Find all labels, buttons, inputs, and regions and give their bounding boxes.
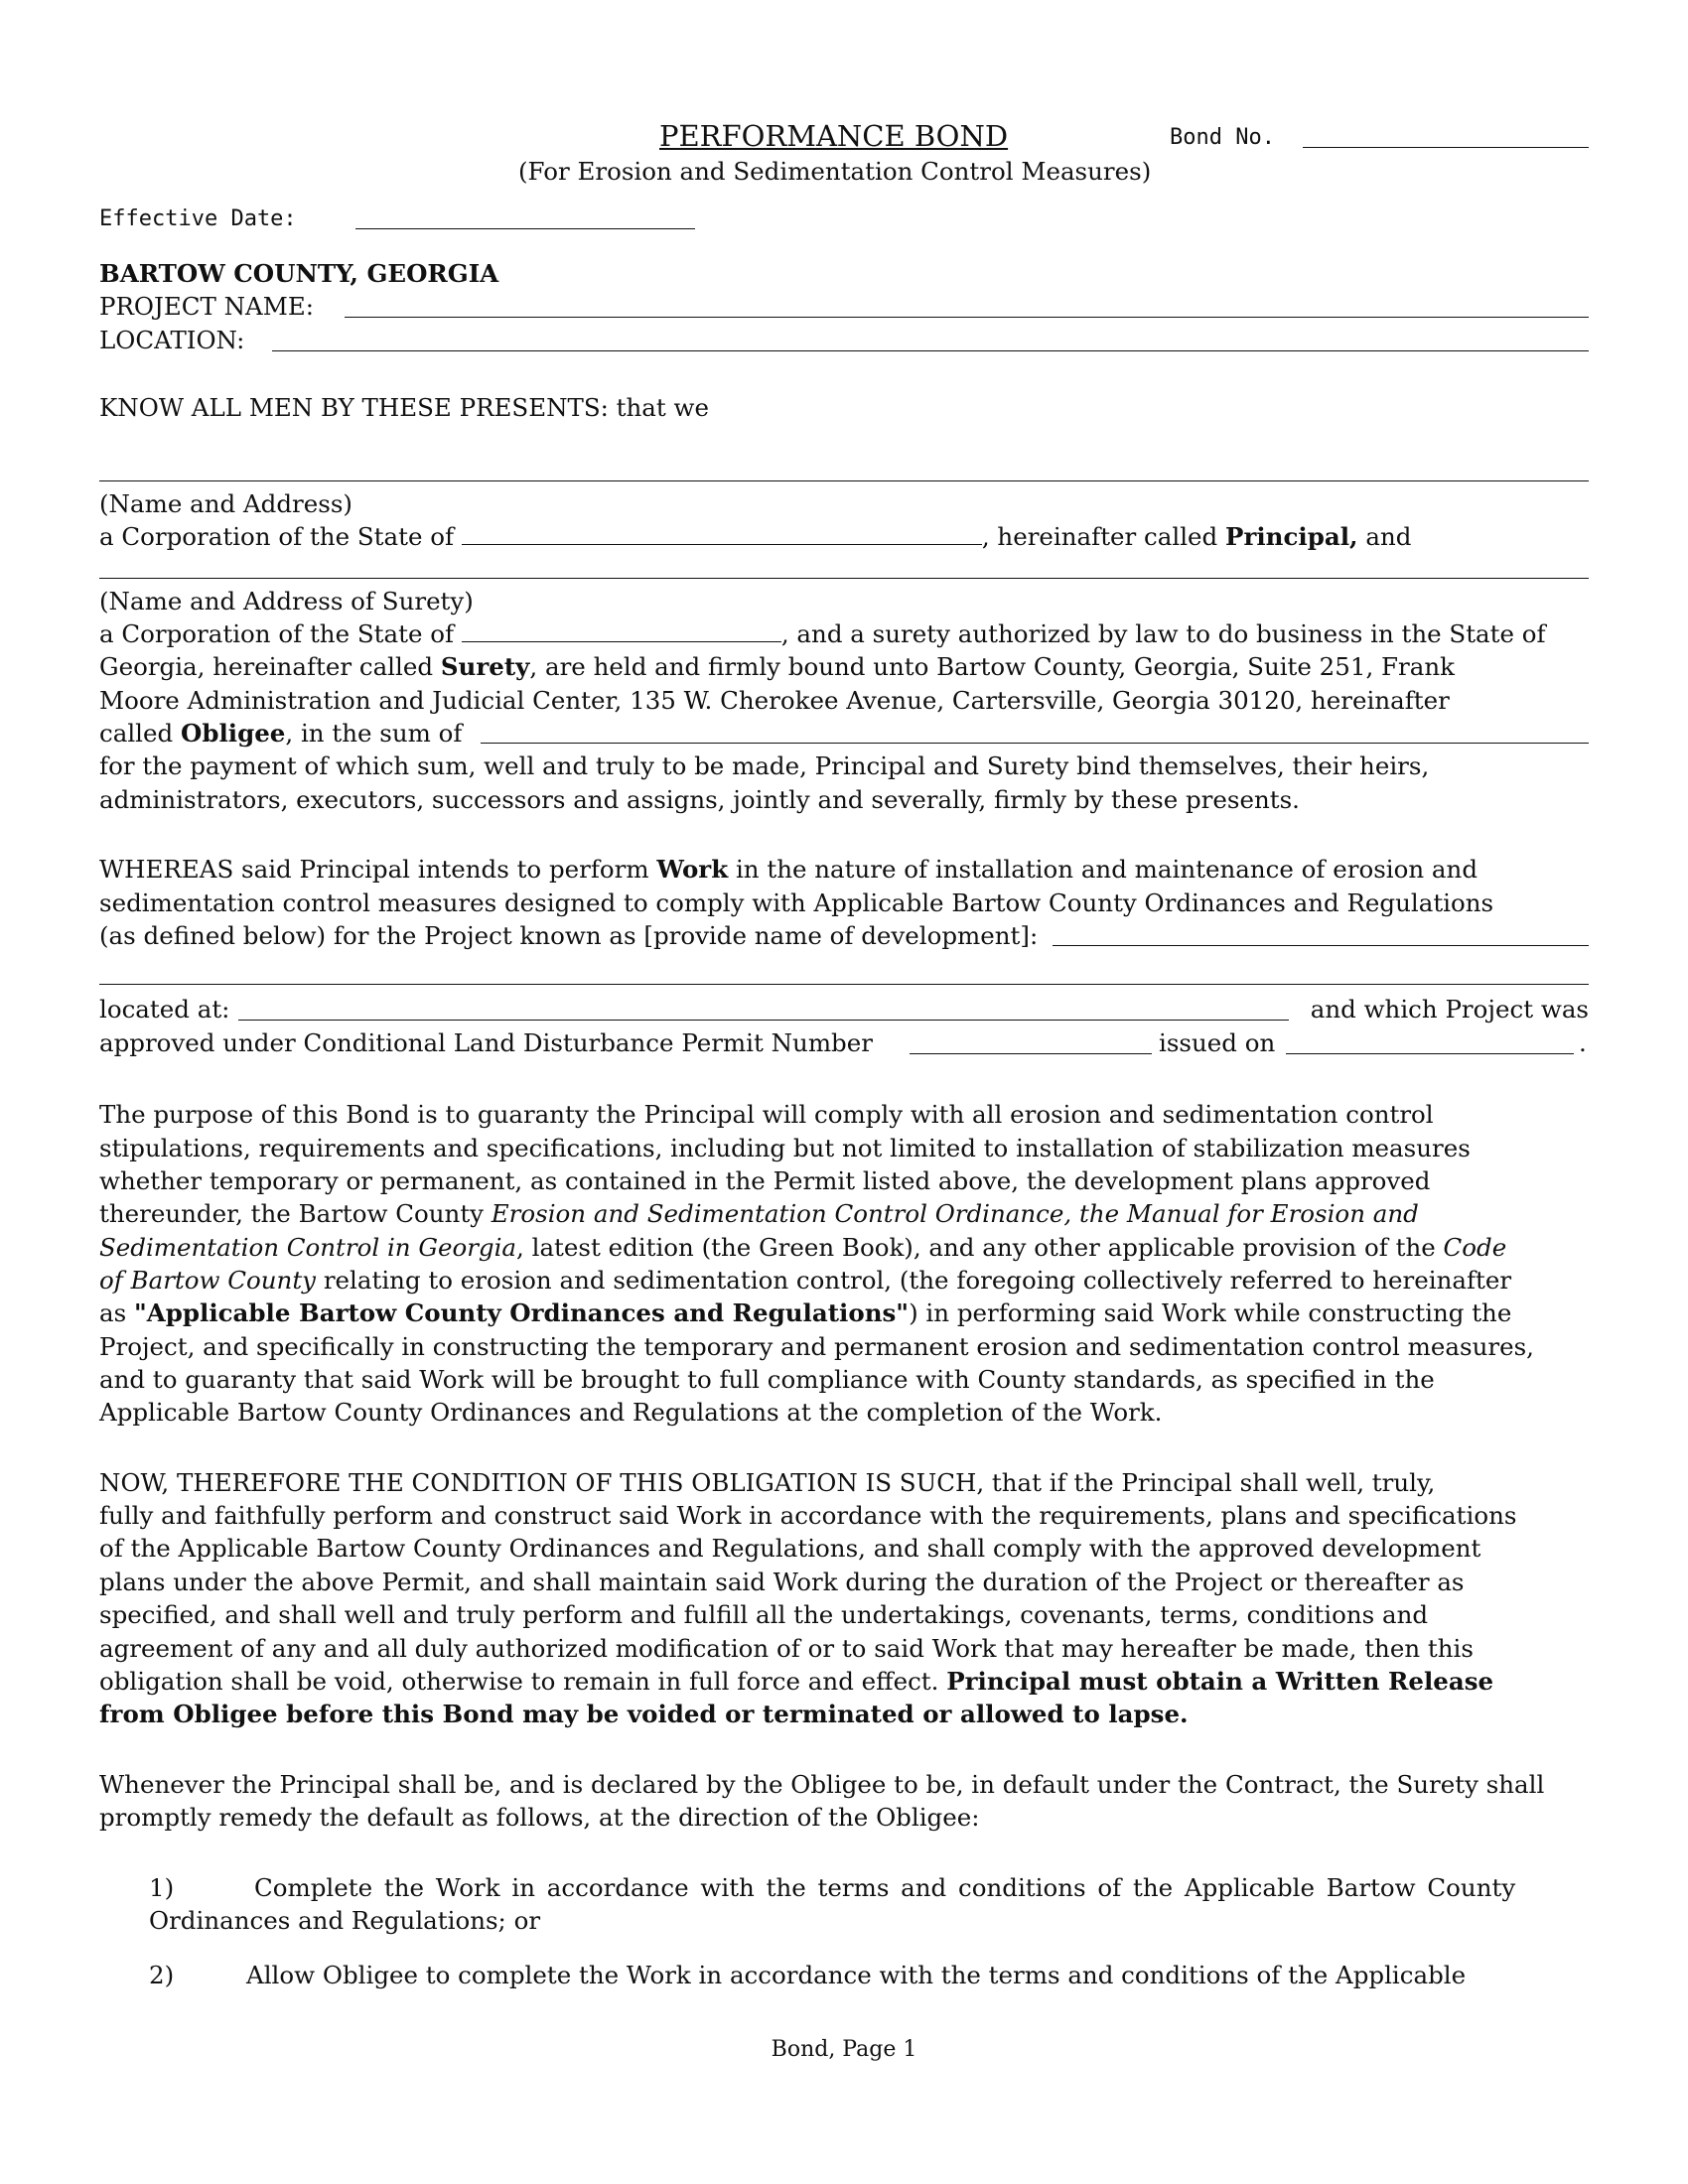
- approved-suffix: and which Project was: [1310, 995, 1589, 1024]
- item-1-number: 1): [149, 1873, 175, 1902]
- ordinance-title: Erosion and Sedimentation Control Ordinance, the Manual for Erosion and: [491, 1199, 1419, 1228]
- principal-corp-line: [99, 520, 1589, 554]
- principal-state-field[interactable]: [462, 520, 982, 545]
- development-name-field[interactable]: [1053, 945, 1589, 946]
- payment-line-1: for the payment of which sum, well and truly to be made, Principal and Surety bind themselves, their heirs,: [99, 751, 1430, 780]
- located-at-label: located at:: [99, 995, 230, 1024]
- and-word: and: [1365, 522, 1412, 551]
- purpose-line-5: [99, 1231, 1589, 1265]
- georgia-called: Georgia, hereinafter called: [99, 652, 434, 681]
- moore-line: Moore Administration and Judicial Center, 135 W. Cherokee Avenue, Cartersville, Georgia 30120, hereinafter: [99, 686, 1450, 715]
- effective-date-field[interactable]: [355, 228, 695, 229]
- corp-state-prefix: a Corporation of the State of: [99, 522, 455, 551]
- whereas-line-1: [99, 853, 1589, 887]
- now-line-4: plans under the above Permit, and shall maintain said Work during the duration of the Project or thereafter as: [99, 1568, 1465, 1596]
- project-name-label: PROJECT NAME:: [99, 292, 314, 321]
- project-name-field[interactable]: [345, 317, 1589, 318]
- location-field[interactable]: [272, 350, 1589, 351]
- purpose-line-7: [99, 1297, 1589, 1330]
- surety-corp-line: [99, 617, 1589, 651]
- page-footer: Bond, Page 1: [771, 2037, 917, 2062]
- issued-period: .: [1579, 1028, 1587, 1057]
- purpose-line-4: [99, 1197, 1589, 1231]
- bond-no-field[interactable]: [1303, 147, 1589, 148]
- now-line-6: agreement of any and all duly authorized modification of or to said Work that may hereafter be made, then this: [99, 1634, 1474, 1663]
- purpose-line-8: Project, and specifically in constructing the temporary and permanent erosion and sedimentation control measures,: [99, 1332, 1534, 1361]
- purpose-line-9: and to guaranty that said Work will be brought to full compliance with County standards, as specified in the: [99, 1365, 1435, 1394]
- permit-number-field[interactable]: [910, 1053, 1152, 1054]
- called-word: called: [99, 719, 174, 748]
- whereas-line-2: sedimentation control measures designed to comply with Applicable Bartow County Ordinances and Regulations: [99, 888, 1494, 917]
- purpose-l7a: as: [99, 1298, 127, 1327]
- location-label: LOCATION:: [99, 326, 245, 354]
- item-1-line-2: Ordinances and Regulations; or: [149, 1906, 541, 1935]
- purpose-l5b: , latest edition (the Green Book), and any other applicable provision of the: [516, 1233, 1436, 1262]
- county-name: BARTOW COUNTY, GEORGIA: [99, 259, 499, 288]
- document-title: PERFORMANCE BOND: [659, 119, 1009, 153]
- default-line-2: promptly remedy the default as follows, at the direction of the Obligee:: [99, 1803, 980, 1832]
- purpose-l6b: relating to erosion and sedimentation control, (the foregoing collectively referred to hereinafter: [323, 1266, 1512, 1295]
- default-line-1: Whenever the Principal shall be, and is declared by the Obligee to be, in default under the Contract, the Surety shall: [99, 1770, 1545, 1799]
- principal-caption: (Name and Address): [99, 489, 352, 518]
- whereas-text-a: WHEREAS said Principal intends to perform: [99, 855, 649, 884]
- purpose-line-10: Applicable Bartow County Ordinances and Regulations at the completion of the Work.: [99, 1398, 1163, 1427]
- principal-suffix: , hereinafter called: [981, 522, 1218, 551]
- held-bound: , are held and firmly bound unto Bartow County, Georgia, Suite 251, Frank: [529, 652, 1455, 681]
- written-release-1: Principal must obtain a Written Release: [946, 1667, 1494, 1696]
- document-subtitle: (For Erosion and Sedimentation Control Measures): [518, 157, 1152, 186]
- whereas-line-3: (as defined below) for the Project known as [provide name of development]:: [99, 921, 1039, 950]
- obligee-sum-line: [99, 717, 1589, 751]
- purpose-line-3: whether temporary or permanent, as contained in the Permit listed above, the development plans approved: [99, 1166, 1431, 1195]
- item-2-line-1: Allow Obligee to complete the Work in accordance with the terms and conditions of the Applicable: [246, 1961, 1467, 1989]
- written-release-2: from Obligee before this Bond may be voided or terminated or allowed to lapse.: [99, 1700, 1189, 1728]
- located-at-field[interactable]: [238, 1020, 1289, 1021]
- now-line-5: specified, and shall well and truly perform and fulfill all the undertakings, covenants, terms, conditions and: [99, 1600, 1429, 1629]
- code-word: Code: [1443, 1233, 1507, 1262]
- item-2-number: 2): [149, 1961, 175, 1989]
- development-name-field-2[interactable]: [99, 984, 1589, 985]
- surety-caption: (Name and Address of Surety): [99, 587, 474, 615]
- bond-sum-field[interactable]: [481, 743, 1589, 744]
- surety-corp-suffix: , and a surety authorized by law to do business in the State of: [780, 619, 1546, 648]
- obligee-word: Obligee: [180, 719, 286, 748]
- purpose-line-1: The purpose of this Bond is to guaranty the Principal will comply with all erosion and sedimentation control: [99, 1100, 1434, 1129]
- principal-name-field[interactable]: [99, 480, 1589, 481]
- item-1-line-1: Complete the Work in accordance with the terms and conditions of the Applicable Bartow County: [254, 1873, 1516, 1902]
- now-line-1: NOW, THEREFORE THE CONDITION OF THIS OBLIGATION IS SUCH, that if the Principal shall well, truly,: [99, 1468, 1436, 1497]
- now-line-3: of the Applicable Bartow County Ordinances and Regulations, and shall comply with the approved development: [99, 1534, 1481, 1563]
- manual-title: Sedimentation Control in Georgia: [99, 1233, 517, 1262]
- surety-word: Surety: [440, 652, 530, 681]
- purpose-l4a: thereunder, the Bartow County: [99, 1199, 484, 1228]
- issued-on: issued on: [1159, 1028, 1276, 1057]
- code-county: of Bartow County: [99, 1266, 317, 1295]
- sum-of: , in the sum of: [285, 719, 463, 748]
- surety-state-field[interactable]: [462, 617, 781, 642]
- payment-line-2: administrators, executors, successors and assigns, jointly and severally, firmly by these presents.: [99, 785, 1300, 814]
- work-word: Work: [656, 855, 729, 884]
- now-line-7: [99, 1665, 1589, 1699]
- now-line-2: fully and faithfully perform and construct said Work in accordance with the requirements, plans and specifications: [99, 1501, 1517, 1530]
- purpose-line-2: stipulations, requirements and specifications, including but not limited to installation of stabilization measures: [99, 1134, 1471, 1162]
- surety-name-field[interactable]: [99, 578, 1589, 579]
- effective-date-label: Effective Date:: [99, 206, 297, 231]
- principal-word: Principal,: [1225, 522, 1358, 551]
- purpose-l7b: ) in performing said Work while constructing the: [909, 1298, 1512, 1327]
- issued-date-field[interactable]: [1286, 1053, 1574, 1054]
- georgia-called-line: [99, 650, 1589, 684]
- whereas-text-b: in the nature of installation and maintenance of erosion and: [735, 855, 1478, 884]
- purpose-line-6: [99, 1264, 1589, 1297]
- approved-under: approved under Conditional Land Disturbance Permit Number: [99, 1028, 873, 1057]
- bond-no-label: Bond No.: [1170, 125, 1275, 150]
- now-l7a: obligation shall be void, otherwise to remain in full force and effect.: [99, 1667, 939, 1696]
- surety-corp-prefix: a Corporation of the State of: [99, 619, 455, 648]
- applicable-definition: "Applicable Bartow County Ordinances and Regulations": [133, 1298, 910, 1327]
- know-all-men: KNOW ALL MEN BY THESE PRESENTS: that we: [99, 393, 710, 422]
